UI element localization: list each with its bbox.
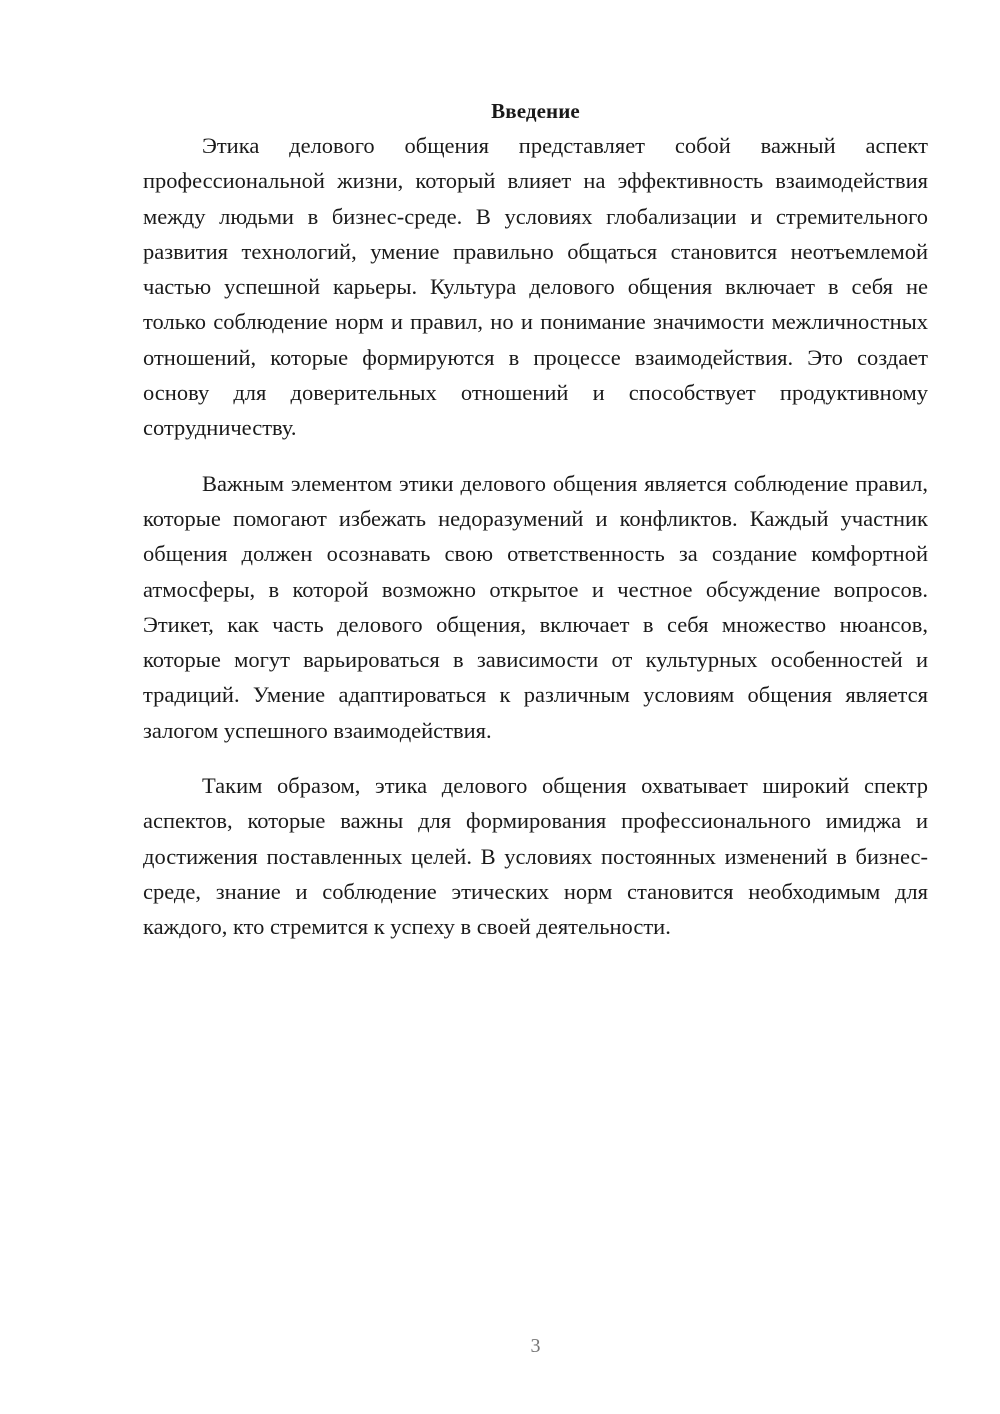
paragraph-2: Важным элементом этики делового общения является соблюдение правил, которые помогают избежать недоразумений и конфликтов. Каждый участник общения должен осознавать свою ответственность за создание комфортной атмосферы, в которой возможно открытое и честное обсуждение вопросов. Этикет, как часть делового общения, включает в себя множество нюансов, которые могут варьироваться в зависимости от культурных особенностей и традиций. Умение адаптироваться к различным условиям общения является залогом успешного взаимодействия.	[143, 470, 928, 743]
paragraph-3: Таким образом, этика делового общения охватывает широкий спектр аспектов, которые важны для формирования профессионального имиджа и достижения поставленных целей. В условиях постоянных изменений в бизнес-среде, знание и соблюдение этических норм становится необходимым для каждого, кто стремится к успеху в своей деятельности.	[143, 773, 928, 940]
section-title: Введение	[491, 99, 580, 123]
page-content	[143, 96, 928, 945]
paragraph-1: Этика делового общения представляет собой важный аспект профессиональной жизни, который влияет на эффективность взаимодействия между людьми в бизнес-среде. В условиях глобализации и стремительного развития технологий, умение правильно общаться становится неотъемлемой частью успешной карьеры. Культура делового общения включает в себя не только соблюдение норм и правил, но и понимание значимости межличностных отношений, которые формируются в процессе взаимодействия. Это создает основу для доверительных отношений и способствует продуктивному сотрудничеству.	[143, 133, 928, 441]
page-number: 3	[530, 1335, 541, 1357]
